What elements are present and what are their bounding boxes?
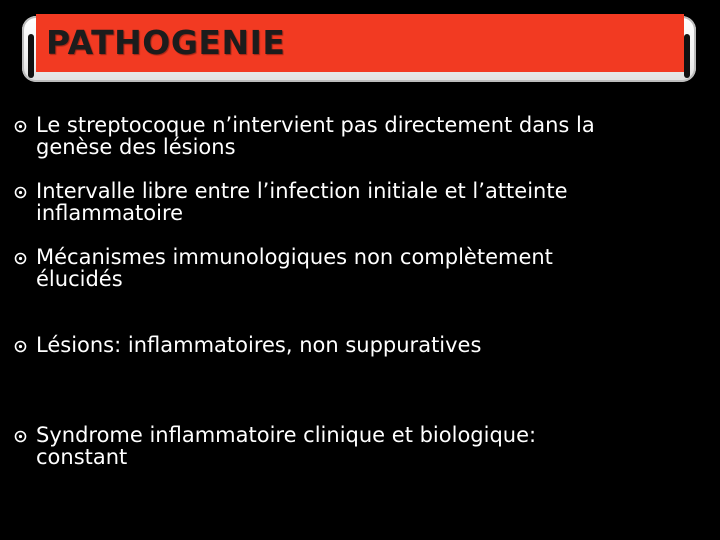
bullet-icon [14,430,27,443]
bullet-text-line1: Intervalle libre entre l’infection initiale et l’atteinte [36,179,568,203]
bullet-text-line1: Le streptocoque n’intervient pas directement dans la [36,113,595,137]
bullet-item [14,180,568,224]
bullet-text-line1: Lésions: inflammatoires, non suppuratives [36,333,482,357]
bullet-item [14,246,553,290]
bullet-icon [14,120,27,133]
bullet-text-line2: genèse des lésions [36,135,236,159]
bullet-text-line2: inflammatoire [36,201,184,225]
slide-title: PATHOGENIE [46,23,286,62]
bullet-text-line2: constant [36,445,128,469]
bullet-text-line2: élucidés [36,267,123,291]
bullet-icon [14,340,27,353]
bullet-item [14,114,595,158]
bullet-text-line1: Syndrome inflammatoire clinique et biologique: [36,423,537,447]
bullet-text-line1: Mécanismes immunologiques non complètement [36,245,553,269]
bullet-icon [14,252,27,265]
bullet-item [14,334,481,356]
bullet-icon [14,186,27,199]
bullet-item [14,424,536,468]
